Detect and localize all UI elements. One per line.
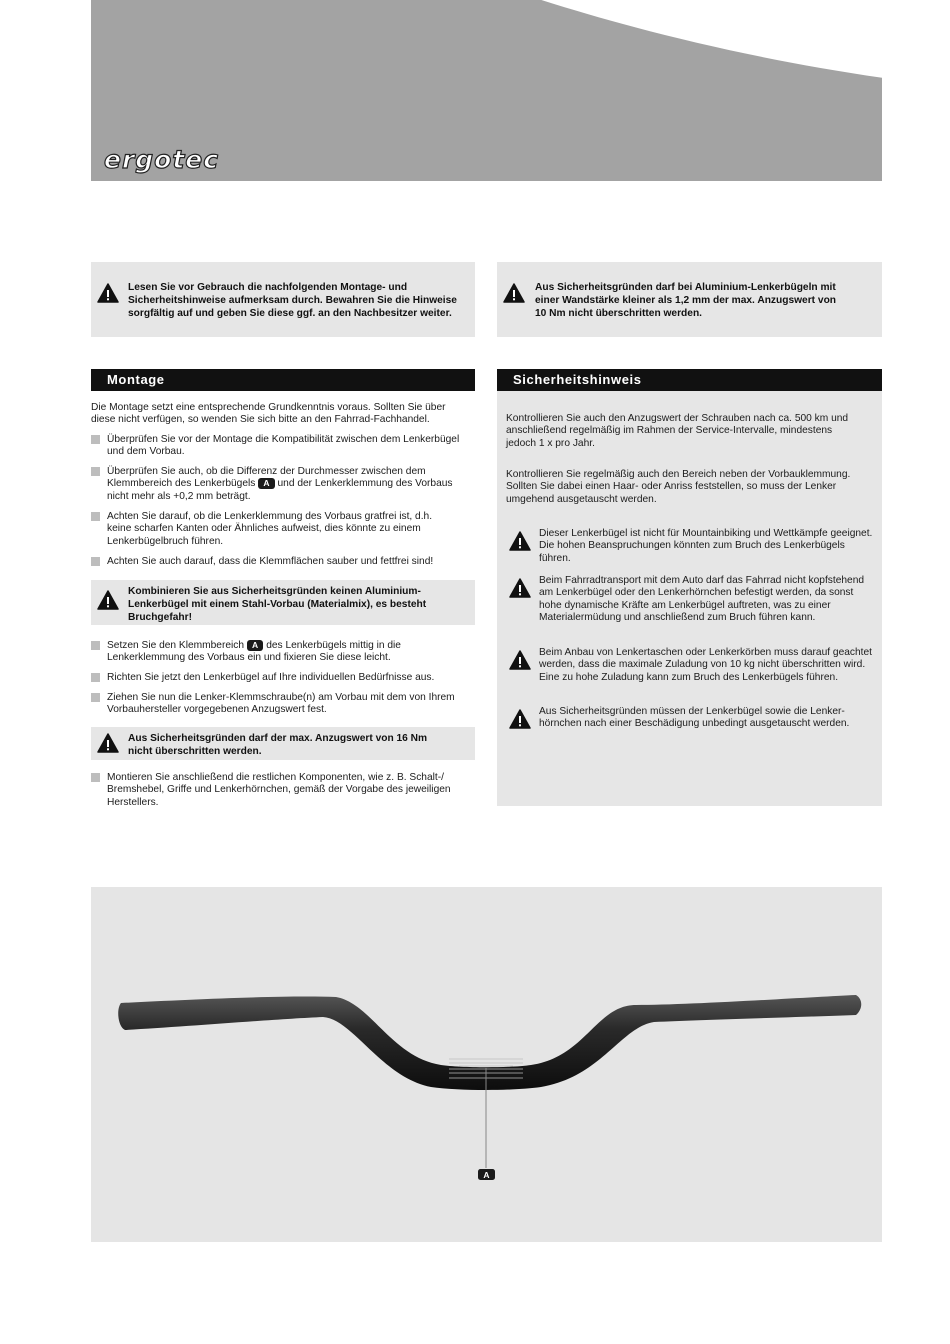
top-warning-left-line: Sicherheitshinweise aufmerksam durch. Bewahren Sie die Hinweise (128, 295, 457, 306)
handlebar-illustration (91, 887, 882, 1242)
warning-triangle-icon (509, 578, 531, 598)
warning-triangle-icon (97, 590, 119, 610)
safety-warning-line: Beim Fahrradtransport mit dem Auto darf das Fahrrad nicht kopfstehend (539, 575, 865, 586)
montage-intro (91, 402, 475, 427)
montage-warning-torque (91, 727, 475, 760)
bullet-line: nicht mehr als +0,2 mm beträgt. (107, 490, 251, 502)
safety-warning-4 (539, 706, 879, 731)
safety-warning-2 (539, 575, 879, 625)
bullet-line: Ziehen Sie nun die Lenker-Klemmschraube(n) am Vorbau mit dem von Ihrem (107, 692, 455, 703)
warning-triangle-icon (509, 709, 531, 729)
safety-line: Kontrollieren Sie regelmäßig auch den Bereich neben der Vorbauklemmung. (506, 469, 851, 480)
top-warning-left-line: sorgfältig auf und geben Sie diese ggf. an den Nachbesitzer weiter. (128, 308, 452, 319)
safety-heading: Sicherheitshinweis (497, 369, 882, 391)
safety-line: Kontrollieren Sie auch den Anzugswert der Schrauben nach ca. 500 km und (506, 413, 849, 424)
bullet-line: Bremshebel, Griffe und Lenkerhörnchen, gemäß der Vorgabe des jeweiligen (107, 784, 451, 796)
bullet-line: Achten Sie darauf, ob die Lenkerklemmung des Vorbaus gratfrei ist, d.h. (107, 511, 433, 522)
bullet-line: Herstellers. (107, 796, 159, 808)
bullet-line: Achten Sie auch darauf, dass die Klemmflächen sauber und fettfrei sind! (107, 556, 434, 567)
montage-bullet-1 (107, 434, 475, 459)
safety-warning-1 (539, 528, 879, 565)
bullet-marker (91, 435, 100, 444)
safety-warning-line: Die hohen Beanspruchungen könnten zum Bruch des Lenkerbügels führen. (539, 540, 845, 564)
safety-line: anschließend regelmäßig im Rahmen der Service-Intervalle, mindestens (506, 425, 833, 437)
montage-warning-material (91, 580, 475, 625)
bullet-line: Lenkerbügelbruch führen. (107, 535, 224, 547)
bullet-marker (91, 693, 100, 702)
bullet-line: Überprüfen Sie auch, ob die Differenz der Durchmesser zwischen dem (107, 466, 426, 477)
bullet-line: Vorbauhersteller vorgegebenen Anzugswert fest. (107, 704, 327, 716)
safety-warning-line: hörnchen nach einer Beschädigung unbedingt ausgetauscht werden. (539, 718, 850, 730)
safety-line: Sollten Sie dabei einen Haar- oder Anriss feststellen, so muss der Lenker (506, 481, 837, 493)
warning-triangle-icon (509, 531, 531, 551)
clamp-area-badge: A (247, 640, 263, 651)
safety-warning-line: werden, dass die maximale Zuladung von 10 kg nicht überschritten wird. (539, 659, 866, 671)
bullet-line-part: des Lenkerbügels mittig in die (266, 640, 401, 651)
bullet-line: Lenkerklemmung des Vorbaus ein und fixieren Sie diese leicht. (107, 652, 391, 664)
callout-badge-label: A (483, 1170, 490, 1180)
montage-heading: Montage (91, 369, 475, 391)
bullet-line: und dem Vorbau. (107, 446, 185, 458)
bullet-marker (91, 773, 100, 782)
intro-line: diese nicht verfügen, so wenden Sie sich bitte an den Fahrrad-Fachhandel. (91, 414, 430, 426)
handlebar-illustration-panel (91, 887, 882, 1242)
bullet-line-part: Setzen Sie den Klemmbereich (107, 640, 245, 651)
montage-bullet-4 (107, 556, 475, 568)
warning-line: Lenkerbügel mit einem Stahl-Vorbau (Materialmix), es besteht (128, 599, 427, 610)
bullet-line-part: Klemmbereich des Lenkerbügels (107, 478, 256, 490)
safety-warning-line: Aus Sicherheitsgründen müssen der Lenkerbügel sowie die Lenker- (539, 706, 845, 717)
bullet-marker (91, 557, 100, 566)
warning-triangle-icon (97, 733, 119, 753)
warning-triangle-icon (97, 283, 119, 303)
safety-warning-line: Dieser Lenkerbügel ist nicht für Mountainbiking und Wettkämpfe geeignet. (539, 528, 873, 539)
safety-warning-line: Beim Anbau von Lenkertaschen oder Lenkerkörben muss darauf geachtet (539, 647, 873, 658)
bullet-marker (91, 673, 100, 682)
montage-bullet-3 (107, 511, 475, 548)
clamp-area-badge: A (258, 478, 274, 489)
top-warning-left-line: Lesen Sie vor Gebrauch die nachfolgenden Montage- und (128, 282, 408, 293)
bullet-line: Überprüfen Sie vor der Montage die Kompatibilität zwischen dem Lenkerbügel (107, 434, 460, 445)
safety-line: umgehend ausgetauscht werden. (506, 493, 657, 505)
warning-triangle-icon (503, 283, 525, 303)
warning-line: Kombinieren Sie aus Sicherheitsgründen keinen Aluminium- (128, 586, 421, 597)
top-warning-right-line: 10 Nm nicht überschritten werden. (535, 308, 702, 319)
montage-bullet-7 (107, 692, 475, 717)
logo-text: ergotec (104, 145, 220, 174)
montage-bullet-5 (107, 640, 475, 665)
safety-warning-line: am Lenkerbügel oder den Lenkerhörnchen befestigt werden, da sonst (539, 587, 854, 599)
bullet-line-part: und der Lenkerklemmung des Vorbaus (277, 478, 453, 490)
montage-bullet-2 (107, 466, 475, 503)
top-warning-right-line: Aus Sicherheitsgründen darf bei Aluminium-Lenkerbügeln mit (535, 282, 836, 293)
safety-line: jedoch 1 x pro Jahr. (506, 437, 595, 449)
montage-bullet-6 (107, 672, 475, 684)
warning-line: nicht überschritten werden. (128, 746, 262, 757)
top-warning-left (91, 262, 475, 337)
warning-line: Bruchgefahr! (128, 612, 192, 623)
ergotec-logo (104, 145, 250, 177)
handlebar-shape (118, 995, 861, 1090)
bullet-line-with-badge (107, 478, 475, 490)
bullet-line: Richten Sie jetzt den Lenkerbügel auf Ihre individuellen Bedürfnisse aus. (107, 672, 435, 683)
warning-line: Aus Sicherheitsgründen darf der max. Anzugswert von 16 Nm (128, 733, 428, 744)
bullet-marker (91, 641, 100, 650)
top-warning-right-line: einer Wandstärke kleiner als 1,2 mm der max. Anzugswert von (535, 295, 837, 306)
bullet-line: Montieren Sie anschließend die restlichen Komponenten, wie z. B. Schalt-/ (107, 772, 444, 783)
bullet-marker (91, 512, 100, 521)
intro-line: Die Montage setzt eine entsprechende Grundkenntnis voraus. Sollten Sie über (91, 402, 446, 413)
top-warning-right (497, 262, 882, 337)
safety-warning-line: Materialermüdung und anschließend zum Bruch führen kann. (539, 612, 816, 624)
bullet-marker (91, 467, 100, 476)
bullet-line: keine scharfen Kanten oder Ähnliches aufweist, dies könnte zu einem (107, 523, 421, 535)
montage-bullet-8 (107, 772, 475, 809)
safety-warning-3 (539, 647, 879, 684)
safety-paragraph-2 (506, 469, 876, 506)
safety-warning-line: hohe dynamische Kräfte am Lenkerbügel auftreten, was zu einer (539, 599, 831, 611)
bullet-line-with-badge (107, 640, 475, 652)
safety-warning-line: Eine zu hohe Zuladung kann zum Bruch des Lenkerbügels führen. (539, 671, 839, 683)
warning-triangle-icon (509, 650, 531, 670)
safety-paragraph-1 (506, 413, 876, 450)
